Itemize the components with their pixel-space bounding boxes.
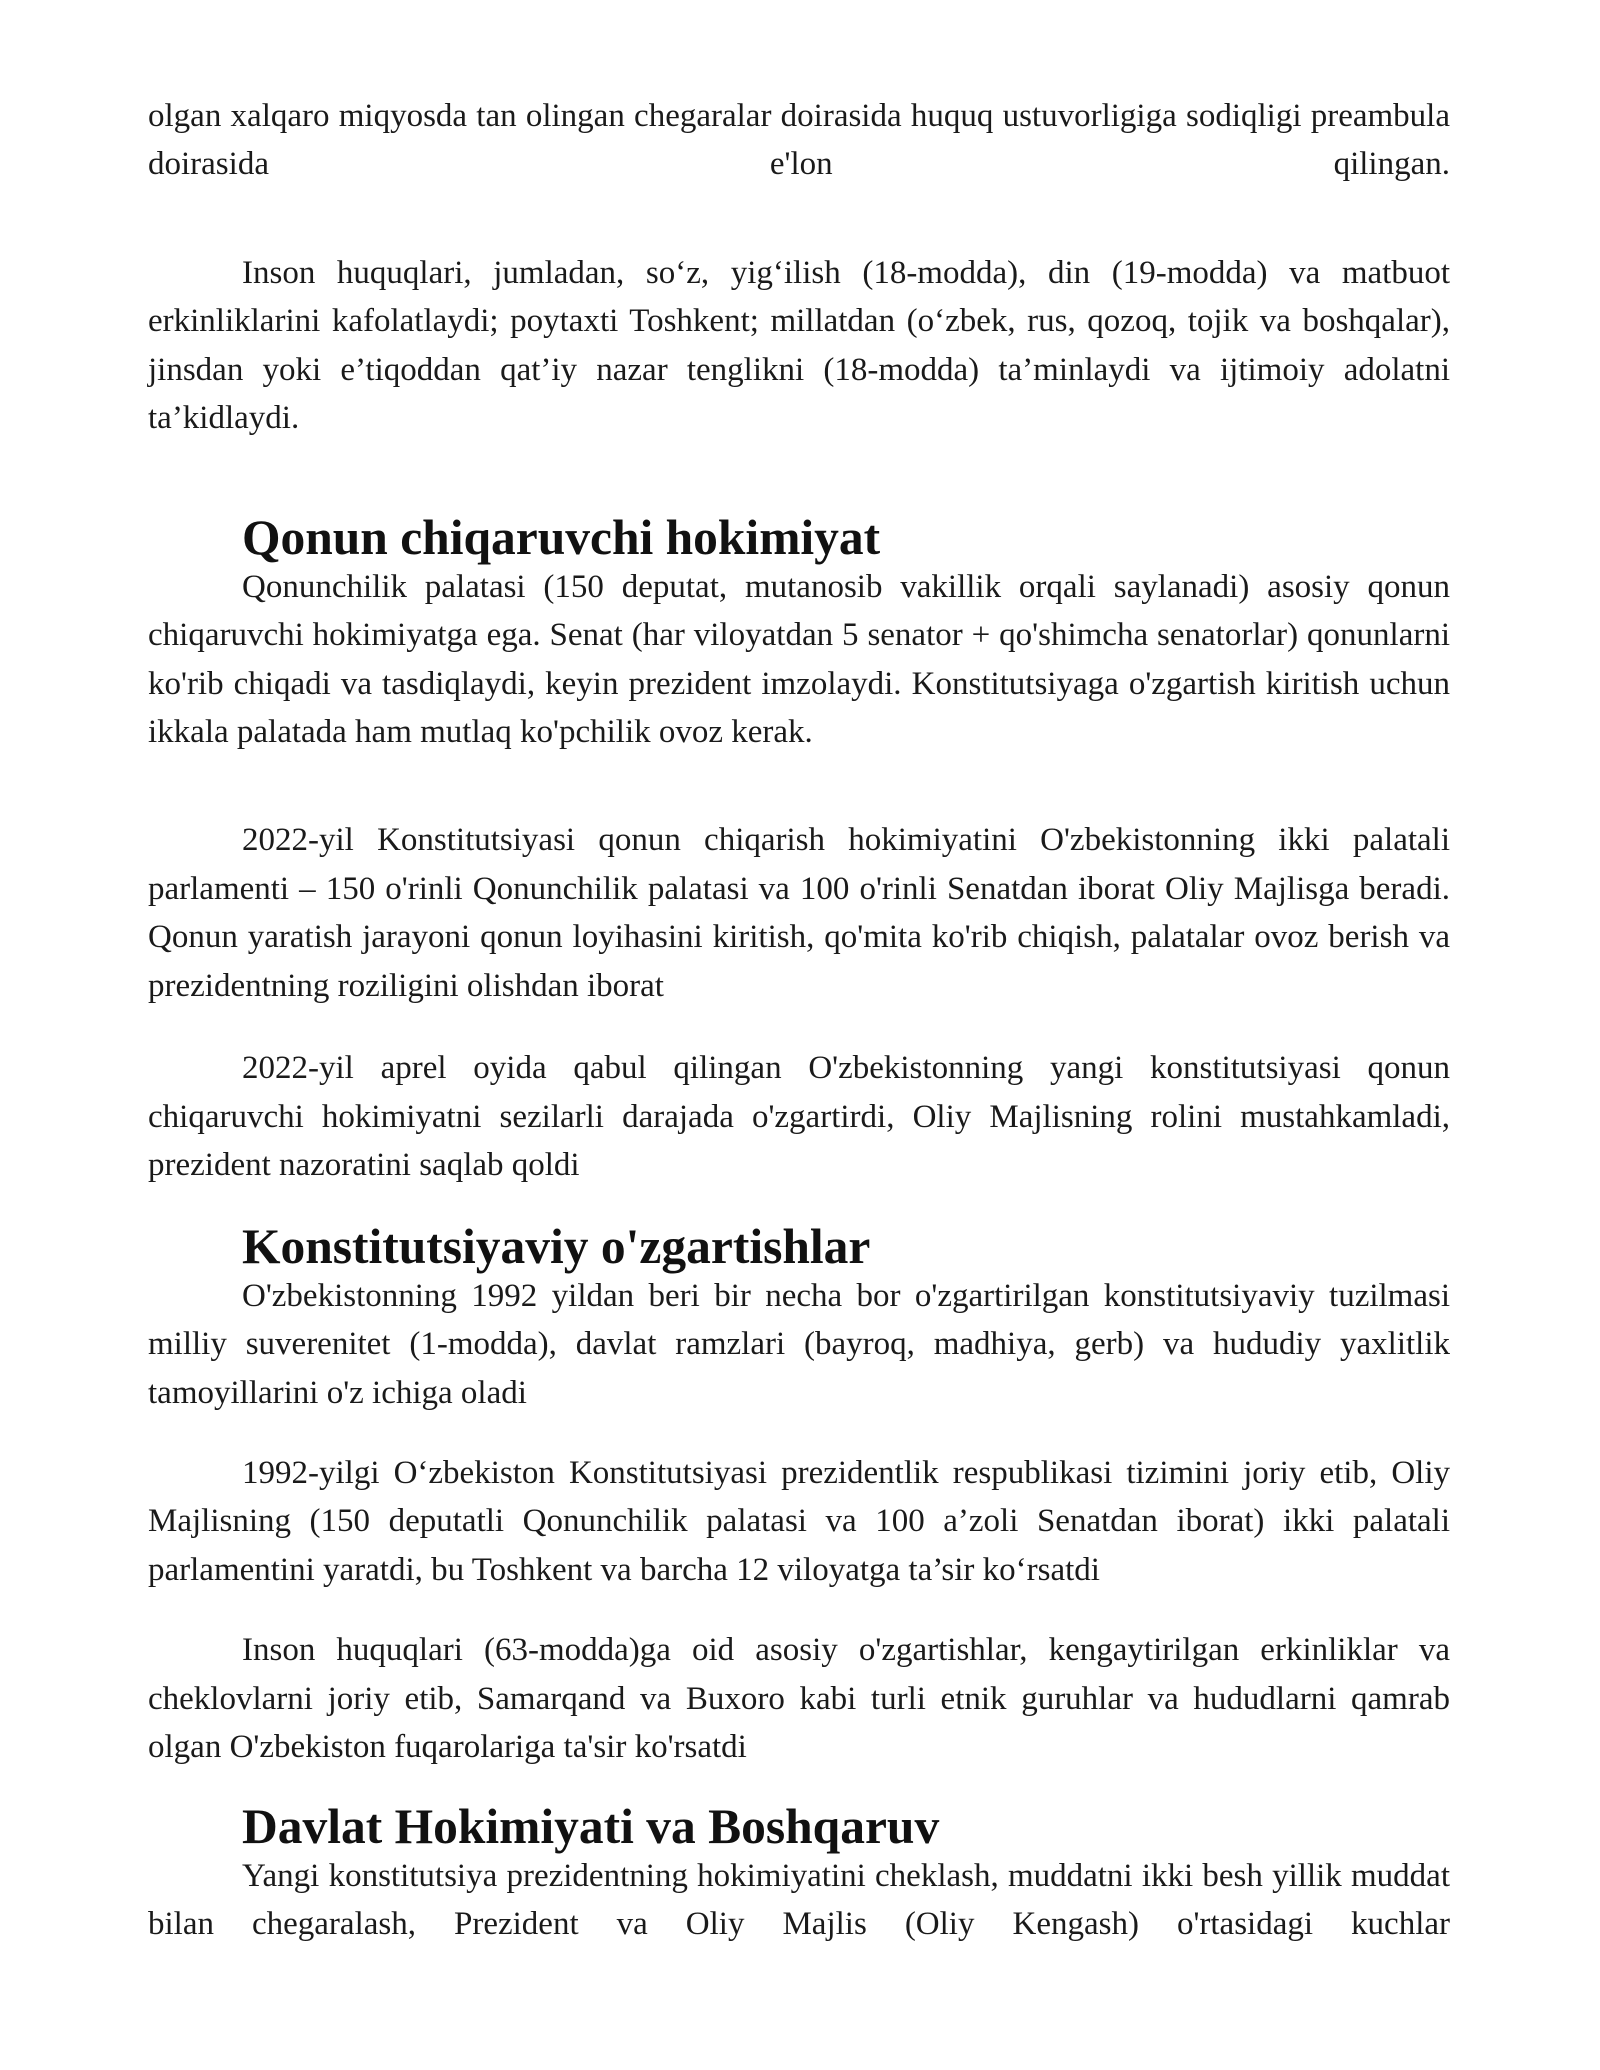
- paragraph-legislative-chamber: Qonunchilik palatasi (150 deputat, mutanosib vakillik orqali saylanadi) asosiy qonun chiqaruvchi hokimiyatga ega. Senat (har viloyatdan 5 senator + qo'shimcha senatorlar) qonunlarni ko'rib chiqadi va tasdiqlaydi, keyin prezident imzolaydi. Konstitutsiyaga o'zgartish kiritish uchun ikkala palatada ham mutlaq ko'pchilik ovoz kerak.: [148, 568, 1450, 751]
- heading-state-power: Davlat Hokimiyati va Boshqaruv: [242, 1799, 940, 1855]
- paragraph-human-rights: Inson huquqlari, jumladan, so‘z, yig‘ilish (18-modda), din (19-modda) va matbuot erkinliklarini kafolatlaydi; poytaxti Toshkent; millatdan (o‘zbek, rus, qozoq, tojik va boshqalar), jinsdan yoki e’tiqoddan qat’iy nazar tenglikni (18-modda) ta’minlaydi va ijtimoiy adolatni ta’kidlaydi.: [148, 254, 1450, 437]
- paragraph-new-constitution-president: Yangi konstitutsiya prezidentning hokimiyatini cheklash, muddatni ikki besh yillik muddat bilan chegaralash, Prezident va Oliy Majlis (Oliy Kengash) o'rtasidagi kuchlar: [148, 1857, 1450, 1943]
- paragraph-2022-new-constitution: 2022-yil aprel oyida qabul qilingan O'zbekistonning yangi konstitutsiyasi qonun chiqaruvchi hokimiyatni sezilarli darajada o'zgartirdi, Oliy Majlisning rolini mustahkamladi, prezident nazoratini saqlab qoldi: [148, 1050, 1450, 1183]
- paragraph-constitutional-structure: O'zbekistonning 1992 yildan beri bir necha bor o'zgartirilgan konstitutsiyaviy tuzilmasi milliy suverenitet (1-modda), davlat ramzlari (bayroq, madhiya, gerb) va hududiy yaxlitlik tamoyillarini o'z ichiga oladi: [148, 1277, 1450, 1411]
- paragraph-preamble-continuation: olgan xalqaro miqyosda tan olingan chegaralar doirasida huquq ustuvorligiga sodiqligi preambula doirasida e'lon qilingan.: [148, 98, 1450, 183]
- document-page: [148, 92, 1450, 1949]
- paragraph-2022-constitution-parliament: 2022-yil Konstitutsiyasi qonun chiqarish hokimiyatini O'zbekistonning ikki palatali parlamenti – 150 o'rinli Qonunchilik palatasi va 100 o'rinli Senatdan iborat Oliy Majlisga beradi. Qonun yaratish jarayoni qonun loyihasini kiritish, qo'mita ko'rib chiqish, palatalar ovoz berish va prezidentning roziligini olishdan iborat: [148, 822, 1450, 1004]
- heading-constitutional-changes: Konstitutsiyaviy o'zgartishlar: [242, 1219, 871, 1275]
- paragraph-human-rights-article-63: Inson huquqlari (63-modda)ga oid asosiy o'zgartishlar, kengaytirilgan erkinliklar va cheklovlarni joriy etib, Samarqand va Buxoro kabi turli etnik guruhlar va hududlarni qamrab olgan O'zbekiston fuqarolariga ta'sir ko'rsatdi: [148, 1632, 1450, 1765]
- paragraph-1992-constitution: 1992-yilgi O‘zbekiston Konstitutsiyasi prezidentlik respublikasi tizimini joriy etib, Oliy Majlisning (150 deputatli Qonunchilik palatasi va 100 a’zoli Senatdan iborat) ikki palatali parlamentini yaratdi, bu Toshkent va barcha 12 viloyatga ta’sir ko‘rsatdi: [148, 1454, 1450, 1588]
- heading-legislative-power: Qonun chiqaruvchi hokimiyat: [242, 510, 881, 566]
